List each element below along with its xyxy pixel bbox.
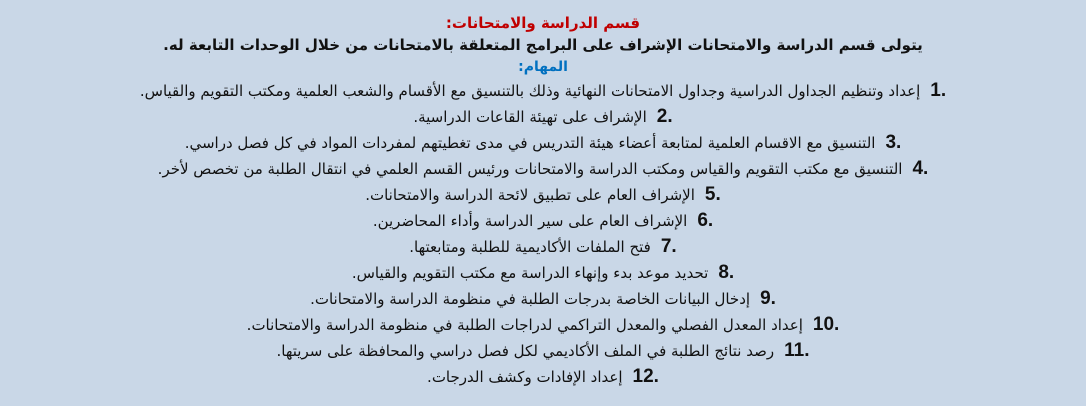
task-text: إعداد المعدل الفصلي والمعدل التراكمي لدراجات الطلبة في منظومة الدراسة والامتحانات.: [246, 316, 803, 334]
task-number: 5.: [704, 184, 721, 205]
task-text: فتح الملفات الأكاديمية للطلبة ومتابعتها.: [409, 238, 651, 256]
task-item: [0, 338, 1086, 364]
tasks-heading: المهام:: [518, 59, 568, 75]
task-number: 6.: [697, 210, 714, 231]
section-intro: يتولى قسم الدراسة والامتحانات الإشراف على البرامج المتعلقة بالامتحانات من خلال الوحدات التابعة له.: [163, 36, 923, 54]
task-number: 2.: [656, 106, 673, 127]
task-text: الإشراف العام على تطبيق لائحة الدراسة والامتحانات.: [365, 186, 695, 204]
task-list: [0, 78, 1086, 390]
task-text: الإشراف على تهيئة القاعات الدراسية.: [413, 108, 647, 126]
task-number: 11.: [784, 340, 810, 361]
task-text: رصد نتائج الطلبة في الملف الأكاديمي لكل فصل دراسي والمحافظة على سريتها.: [276, 342, 775, 360]
task-text: إدخال البيانات الخاصة بدرجات الطلبة في منظومة الدراسة والامتحانات.: [310, 290, 751, 308]
task-item: [0, 156, 1086, 182]
task-number: 7.: [660, 236, 677, 257]
task-item: [0, 78, 1086, 104]
section-title: قسم الدراسة والامتحانات:: [445, 14, 641, 32]
task-number: 10.: [812, 314, 840, 335]
task-number: 12.: [632, 366, 659, 387]
task-text: إعداد وتنظيم الجداول الدراسية وجداول الامتحانات النهائية وذلك بالتنسيق مع الأقسام والشعب العلمية ومكتب التقويم والقياس.: [139, 82, 921, 100]
task-item: [0, 130, 1086, 156]
task-number: 8.: [718, 262, 735, 283]
task-item: [0, 104, 1086, 130]
task-item: [0, 208, 1086, 234]
task-number: 9.: [760, 288, 776, 309]
task-item: [0, 364, 1086, 390]
task-text: التنسيق مع الاقسام العلمية لمتابعة أعضاء هيئة التدريس في مدى تغطيتهم لمفردات المواد في كل فصل دراسي.: [184, 134, 876, 152]
task-item: [0, 260, 1086, 286]
task-text: إعداد الإفادات وكشف الدرجات.: [427, 368, 623, 386]
task-text: التنسيق مع مكتب التقويم والقياس ومكتب الدراسة والامتحانات ورئيس القسم العلمي في انتقال الطلبة من تخصص لأخر.: [157, 160, 903, 178]
task-number: 3.: [885, 132, 902, 153]
task-number: 1.: [930, 80, 947, 101]
task-text: تحديد موعد بدء وإنهاء الدراسة مع مكتب التقويم والقياس.: [351, 264, 709, 282]
task-number: 4.: [912, 158, 929, 179]
task-item: [0, 234, 1086, 260]
task-item: [0, 286, 1086, 312]
task-item: [0, 182, 1086, 208]
task-item: [0, 312, 1086, 338]
task-text: الإشراف العام على سير الدراسة وأداء المحاضرين.: [372, 212, 688, 230]
